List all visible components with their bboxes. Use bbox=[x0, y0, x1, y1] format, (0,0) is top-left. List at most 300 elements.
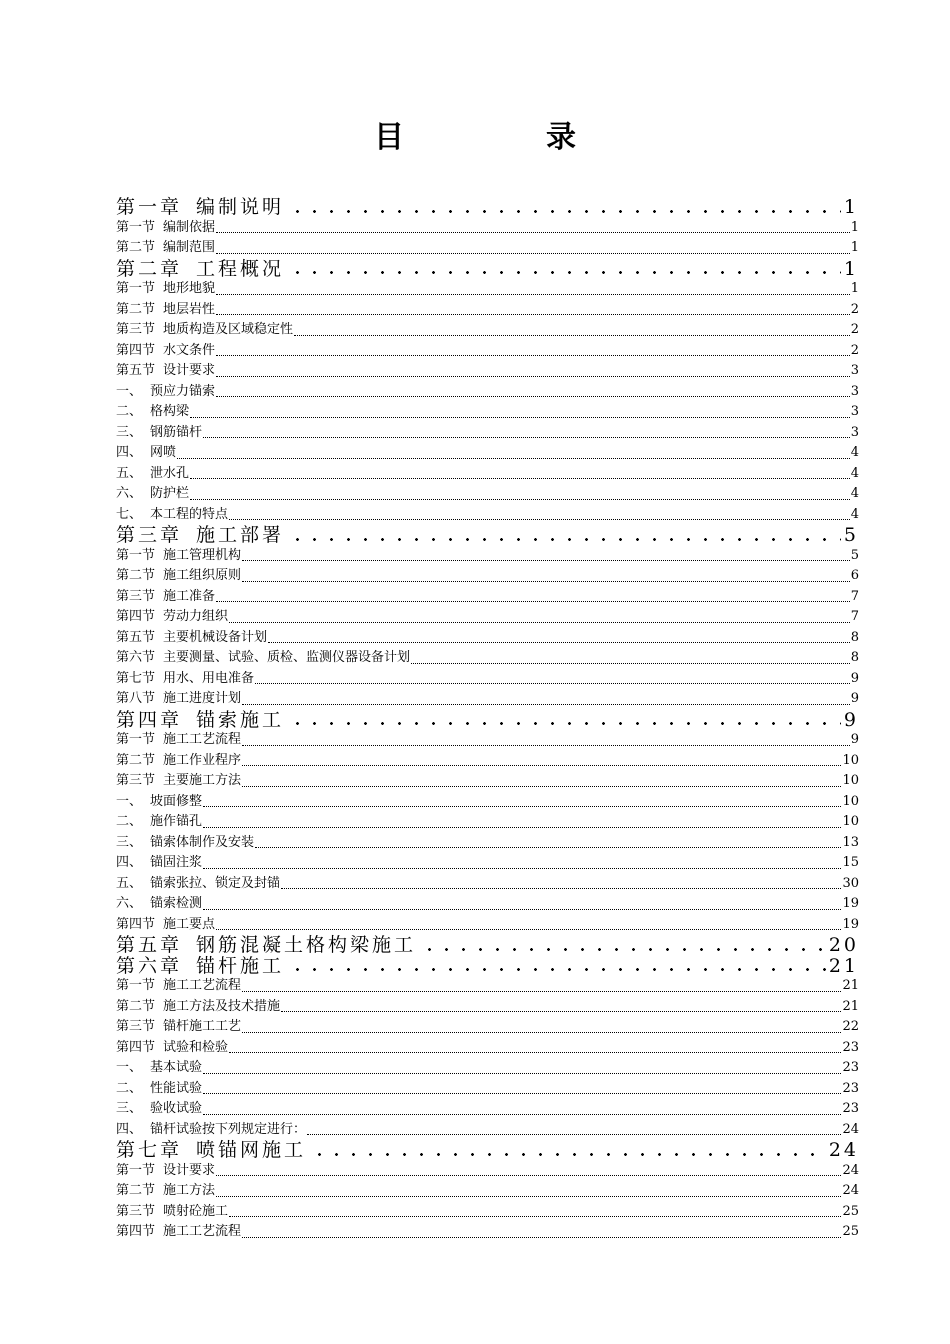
toc-entry-title: 试验和检验 bbox=[163, 1039, 229, 1055]
toc-entry-number: 第一节 bbox=[116, 732, 156, 747]
toc-dot-leader bbox=[242, 976, 841, 997]
toc-section-entry[interactable] bbox=[116, 484, 859, 505]
toc-page-number: 3 bbox=[850, 404, 859, 419]
toc-dot-leader bbox=[242, 1222, 841, 1243]
toc-page-number: 13 bbox=[842, 834, 859, 850]
toc-entry-number: 第一节 bbox=[116, 281, 156, 296]
toc-entry-label bbox=[116, 218, 215, 239]
toc-page-number: 5 bbox=[850, 547, 859, 563]
toc-entry-number: 第二节 bbox=[116, 240, 156, 255]
toc-dot-leader bbox=[242, 546, 850, 567]
toc-entry-title: 坡面修整 bbox=[150, 793, 203, 809]
toc-page-number: 2 bbox=[850, 301, 859, 317]
toc-entry-label bbox=[116, 1099, 202, 1120]
toc-section-entry[interactable] bbox=[116, 833, 859, 854]
toc-entry-title: 锚杆施工工艺 bbox=[163, 1019, 242, 1034]
toc-dot-leader bbox=[242, 751, 841, 772]
toc-entry-title: 劳动力组织 bbox=[163, 609, 229, 624]
toc-entry-label bbox=[116, 238, 215, 259]
toc-dot-leader bbox=[307, 1120, 841, 1141]
toc-page-number: 9 bbox=[850, 670, 859, 686]
toc-dot-leader bbox=[203, 894, 841, 915]
toc-entry-label bbox=[116, 730, 241, 751]
toc-entry-number: 七、 bbox=[116, 506, 143, 522]
toc-entry-label bbox=[116, 464, 189, 485]
toc-dot-leader bbox=[216, 279, 850, 300]
toc-section-entry[interactable] bbox=[116, 443, 859, 464]
toc-entry-number: 三、 bbox=[116, 424, 143, 440]
toc-chapter-entry[interactable] bbox=[116, 259, 859, 280]
toc-section-entry[interactable] bbox=[116, 279, 859, 300]
toc-section-entry[interactable] bbox=[116, 218, 859, 239]
toc-entry-label bbox=[116, 833, 254, 854]
toc-entry-title: 地质构造及区域稳定性 bbox=[163, 322, 294, 337]
toc-entry-number: 第一节 bbox=[116, 978, 156, 993]
toc-entry-title: 设计要求 bbox=[163, 363, 216, 378]
toc-dot-leader bbox=[285, 525, 843, 546]
toc-entry-title: 预应力锚索 bbox=[150, 383, 216, 399]
toc-entry-number: 第三节 bbox=[116, 322, 156, 337]
toc-entry-label bbox=[116, 197, 284, 218]
toc-dot-leader bbox=[417, 935, 828, 956]
toc-chapter-entry[interactable] bbox=[116, 935, 859, 956]
toc-page-number: 7 bbox=[850, 588, 859, 604]
toc-entry-label bbox=[116, 1017, 241, 1038]
toc-entry-label bbox=[116, 382, 215, 403]
toc-entry-label bbox=[116, 1120, 306, 1141]
toc-entry-title: 编制依据 bbox=[163, 219, 216, 235]
toc-dot-leader bbox=[411, 648, 850, 669]
toc-page-number: 1 bbox=[850, 281, 859, 296]
toc-entry-label bbox=[116, 1140, 306, 1161]
toc-page-number: 3 bbox=[850, 383, 859, 399]
toc-entry-title: 地层岩性 bbox=[163, 301, 216, 317]
toc-entry-number: 第五章 bbox=[116, 934, 183, 956]
toc-dot-leader bbox=[285, 956, 828, 977]
toc-dot-leader bbox=[216, 218, 850, 239]
toc-entry-label bbox=[116, 361, 215, 382]
toc-entry-number: 第二节 bbox=[116, 568, 156, 583]
toc-section-entry[interactable] bbox=[116, 423, 859, 444]
toc-section-entry[interactable] bbox=[116, 915, 859, 936]
toc-entry-label bbox=[116, 607, 228, 628]
toc-section-entry[interactable] bbox=[116, 382, 859, 403]
toc-entry-number: 五、 bbox=[116, 875, 143, 891]
toc-entry-title: 锚固注浆 bbox=[150, 855, 203, 870]
toc-page-number: 24 bbox=[842, 1162, 859, 1178]
toc-entry-label bbox=[116, 259, 284, 280]
toc-page-number: 4 bbox=[850, 445, 859, 460]
toc-entry-label bbox=[116, 751, 241, 772]
toc-entry-number: 第二章 bbox=[116, 257, 183, 280]
toc-page-number: 10 bbox=[842, 814, 859, 829]
toc-dot-leader bbox=[216, 382, 850, 403]
toc-section-entry[interactable] bbox=[116, 1222, 859, 1243]
toc-page-number: 4 bbox=[850, 506, 859, 522]
toc-entry-number: 第二节 bbox=[116, 301, 156, 317]
toc-section-entry[interactable] bbox=[116, 464, 859, 485]
toc-entry-title: 施工方法 bbox=[163, 1183, 216, 1198]
toc-dot-leader bbox=[216, 587, 850, 608]
toc-entry-label bbox=[116, 1202, 228, 1223]
toc-entry-label bbox=[116, 997, 280, 1018]
toc-entry-number: 二、 bbox=[116, 1080, 143, 1096]
toc-entry-label bbox=[116, 894, 202, 915]
toc-entry-title: 锚杆施工 bbox=[196, 954, 285, 977]
toc-entry-title: 主要施工方法 bbox=[163, 773, 242, 788]
toc-entry-label bbox=[116, 443, 176, 464]
toc-section-entry[interactable] bbox=[116, 1120, 859, 1141]
toc-dot-leader bbox=[242, 1017, 841, 1038]
toc-page-number: 10 bbox=[842, 773, 859, 788]
toc-dot-leader bbox=[190, 484, 850, 505]
toc-dot-leader bbox=[281, 874, 841, 895]
toc-entry-title: 编制说明 bbox=[196, 196, 285, 218]
toc-entry-title: 水文条件 bbox=[163, 342, 216, 358]
toc-entry-number: 第四节 bbox=[116, 1224, 156, 1239]
toc-entry-label bbox=[116, 874, 280, 895]
toc-section-entry[interactable] bbox=[116, 730, 859, 751]
toc-page-number: 19 bbox=[842, 916, 859, 932]
toc-section-entry[interactable] bbox=[116, 1038, 859, 1059]
toc-entry-title: 主要机械设备计划 bbox=[163, 629, 268, 645]
toc-entry-title: 防护栏 bbox=[150, 486, 190, 501]
toc-entry-title: 施工组织原则 bbox=[163, 568, 242, 583]
toc-dot-leader bbox=[190, 402, 850, 423]
toc-page-number: 4 bbox=[850, 465, 859, 481]
toc-entry-number: 第四节 bbox=[116, 1039, 156, 1055]
toc-dot-leader bbox=[242, 730, 850, 751]
toc-entry-label bbox=[116, 669, 254, 690]
toc-entry-label bbox=[116, 320, 293, 341]
toc-entry-label bbox=[116, 976, 241, 997]
toc-entry-title: 施工工艺流程 bbox=[163, 978, 242, 993]
toc-section-entry[interactable] bbox=[116, 976, 859, 997]
toc-entry-label bbox=[116, 279, 215, 300]
toc-entry-number: 第六节 bbox=[116, 650, 156, 665]
toc-section-entry[interactable] bbox=[116, 587, 859, 608]
toc-dot-leader bbox=[203, 1079, 841, 1100]
toc-entry-label bbox=[116, 1222, 241, 1243]
toc-entry-title: 施工工艺流程 bbox=[163, 732, 242, 747]
toc-dot-leader bbox=[285, 197, 843, 218]
toc-dot-leader bbox=[216, 238, 850, 259]
toc-entry-number: 第一节 bbox=[116, 547, 156, 563]
toc-page-number: 8 bbox=[850, 629, 859, 645]
toc-page-number: 24 bbox=[828, 1139, 859, 1161]
toc-section-entry[interactable] bbox=[116, 361, 859, 382]
toc-page-number: 24 bbox=[842, 1183, 859, 1198]
toc-dot-leader bbox=[203, 812, 841, 833]
toc-entry-label bbox=[116, 484, 189, 505]
toc-entry-title: 编制范围 bbox=[163, 240, 216, 255]
toc-page-number: 7 bbox=[850, 609, 859, 624]
toc-entry-number: 五、 bbox=[116, 465, 143, 481]
toc-section-entry[interactable] bbox=[116, 320, 859, 341]
toc-page-number: 9 bbox=[850, 732, 859, 747]
toc-entry-title: 施工作业程序 bbox=[163, 752, 242, 768]
toc-entry-label bbox=[116, 546, 241, 567]
toc-dot-leader bbox=[203, 792, 841, 813]
toc-section-entry[interactable] bbox=[116, 751, 859, 772]
toc-entry-title: 用水、用电准备 bbox=[163, 670, 255, 686]
toc-entry-number: 三、 bbox=[116, 1101, 143, 1116]
toc-page-number: 25 bbox=[842, 1224, 859, 1239]
toc-page-number: 23 bbox=[842, 1060, 859, 1075]
toc-entry-number: 第一节 bbox=[116, 219, 156, 235]
toc-entry-number: 第七章 bbox=[116, 1139, 183, 1161]
toc-dot-leader bbox=[307, 1140, 828, 1161]
toc-page-number: 23 bbox=[842, 1080, 859, 1096]
toc-page-number: 15 bbox=[842, 855, 859, 870]
toc-section-entry[interactable] bbox=[116, 771, 859, 792]
toc-section-entry[interactable] bbox=[116, 628, 859, 649]
toc-section-entry[interactable] bbox=[116, 1079, 859, 1100]
toc-entry-number: 第五节 bbox=[116, 629, 156, 645]
toc-page-number: 3 bbox=[850, 424, 859, 440]
toc-section-entry[interactable] bbox=[116, 874, 859, 895]
toc-section-entry[interactable] bbox=[116, 792, 859, 813]
toc-dot-leader bbox=[216, 341, 850, 362]
toc-dot-leader bbox=[203, 1058, 841, 1079]
toc-entry-number: 六、 bbox=[116, 486, 143, 501]
toc-entry-number: 第二节 bbox=[116, 1183, 156, 1198]
toc-entry-label bbox=[116, 587, 215, 608]
toc-page-number: 30 bbox=[842, 875, 859, 891]
toc-entry-title: 基本试验 bbox=[150, 1060, 203, 1075]
toc-chapter-entry[interactable] bbox=[116, 1140, 859, 1161]
toc-section-entry[interactable] bbox=[116, 607, 859, 628]
toc-dot-leader bbox=[294, 320, 850, 341]
toc-page-number: 23 bbox=[842, 1039, 859, 1055]
toc-entry-number: 第一章 bbox=[116, 196, 183, 218]
toc-entry-title: 锚索施工 bbox=[196, 708, 285, 731]
toc-entry-title: 锚索检测 bbox=[150, 896, 203, 911]
toc-dot-leader bbox=[255, 669, 850, 690]
toc-entry-number: 一、 bbox=[116, 383, 143, 399]
toc-entry-label bbox=[116, 423, 202, 444]
toc-page-number: 4 bbox=[850, 486, 859, 501]
toc-page-number: 2 bbox=[850, 342, 859, 358]
toc-dot-leader bbox=[216, 361, 850, 382]
toc-dot-leader bbox=[281, 997, 841, 1018]
toc-entry-number: 一、 bbox=[116, 793, 143, 809]
toc-entry-title: 格构梁 bbox=[150, 404, 190, 419]
toc-entry-number: 第五节 bbox=[116, 363, 156, 378]
toc-dot-leader bbox=[216, 1161, 841, 1182]
toc-entry-number: 第二节 bbox=[116, 998, 156, 1014]
toc-entry-number: 第四节 bbox=[116, 609, 156, 624]
toc-entry-label bbox=[116, 341, 215, 362]
toc-section-entry[interactable] bbox=[116, 853, 859, 874]
toc-entry-label bbox=[116, 915, 215, 936]
toc-entry-label bbox=[116, 300, 215, 321]
toc-entry-title: 锚索体制作及安装 bbox=[150, 834, 255, 850]
toc-entry-number: 第四节 bbox=[116, 916, 156, 932]
toc-entry-title: 施工准备 bbox=[163, 588, 216, 604]
toc-chapter-entry[interactable] bbox=[116, 525, 859, 546]
toc-entry-title: 工程概况 bbox=[196, 257, 285, 280]
toc-dot-leader bbox=[229, 607, 850, 628]
toc-page-number: 6 bbox=[850, 568, 859, 583]
toc-section-entry[interactable] bbox=[116, 1181, 859, 1202]
toc-section-entry[interactable] bbox=[116, 341, 859, 362]
toc-entry-label bbox=[116, 1058, 202, 1079]
toc-section-entry[interactable] bbox=[116, 300, 859, 321]
toc-section-entry[interactable] bbox=[116, 648, 859, 669]
toc-entry-number: 四、 bbox=[116, 855, 143, 870]
toc-dot-leader bbox=[190, 464, 850, 485]
toc-dot-leader bbox=[216, 915, 841, 936]
toc-entry-title: 锚杆试验按下列规定进行： bbox=[150, 1121, 307, 1137]
toc-dot-leader bbox=[216, 300, 850, 321]
toc-entry-label bbox=[116, 505, 228, 526]
toc-entry-label bbox=[116, 956, 284, 977]
toc-entry-title: 施工方法及技术措施 bbox=[163, 998, 281, 1014]
toc-page-number: 1 bbox=[843, 257, 859, 280]
toc-entry-number: 第七节 bbox=[116, 670, 156, 686]
toc-entry-title: 施工部署 bbox=[196, 524, 285, 546]
toc-page-number: 21 bbox=[828, 954, 859, 977]
toc-entry-title: 施工要点 bbox=[163, 916, 216, 932]
toc-chapter-entry[interactable] bbox=[116, 710, 859, 731]
toc-entry-title: 钢筋锚杆 bbox=[150, 424, 203, 440]
toc-entry-label bbox=[116, 1181, 215, 1202]
toc-chapter-entry[interactable] bbox=[116, 956, 859, 977]
toc-entry-label bbox=[116, 402, 189, 423]
toc-entry-title: 施工管理机构 bbox=[163, 547, 242, 563]
toc-section-entry[interactable] bbox=[116, 546, 859, 567]
toc-page-number: 19 bbox=[842, 896, 859, 911]
toc-page-number: 8 bbox=[850, 650, 859, 665]
toc-entry-title: 验收试验 bbox=[150, 1101, 203, 1116]
toc-page-number: 22 bbox=[842, 1019, 859, 1034]
toc-section-entry[interactable] bbox=[116, 1058, 859, 1079]
toc-entry-number: 第三节 bbox=[116, 1019, 156, 1034]
toc-dot-leader bbox=[255, 833, 841, 854]
toc-page-number: 25 bbox=[842, 1203, 859, 1219]
toc-entry-number: 第三节 bbox=[116, 588, 156, 604]
toc-entry-label bbox=[116, 1038, 228, 1059]
toc-entry-label bbox=[116, 525, 284, 546]
toc-chapter-entry[interactable] bbox=[116, 197, 859, 218]
toc-entry-title: 本工程的特点 bbox=[150, 506, 229, 522]
toc-entry-title: 性能试验 bbox=[150, 1080, 203, 1096]
toc-dot-leader bbox=[203, 1099, 841, 1120]
toc-entry-title: 施工进度计划 bbox=[163, 691, 242, 706]
toc-section-entry[interactable] bbox=[116, 997, 859, 1018]
toc-entry-label bbox=[116, 771, 241, 792]
toc-section-entry[interactable] bbox=[116, 1161, 859, 1182]
table-of-contents bbox=[116, 197, 859, 1243]
toc-entry-title: 钢筋混凝土格构梁施工 bbox=[196, 934, 417, 956]
toc-entry-number: 第四章 bbox=[116, 708, 183, 731]
toc-section-entry[interactable] bbox=[116, 894, 859, 915]
toc-entry-label bbox=[116, 689, 241, 710]
toc-dot-leader bbox=[242, 689, 850, 710]
toc-dot-leader bbox=[203, 423, 850, 444]
toc-entry-number: 四、 bbox=[116, 1121, 143, 1137]
toc-page-number: 21 bbox=[842, 978, 859, 993]
toc-section-entry[interactable] bbox=[116, 238, 859, 259]
toc-page-number: 23 bbox=[842, 1101, 859, 1116]
toc-page-number: 10 bbox=[842, 793, 859, 809]
toc-page-number: 20 bbox=[828, 934, 859, 956]
toc-entry-number: 第一节 bbox=[116, 1162, 156, 1178]
toc-entry-title: 施工工艺流程 bbox=[163, 1224, 242, 1239]
toc-entry-number: 二、 bbox=[116, 814, 143, 829]
toc-entry-title: 主要测量、试验、质检、监测仪器设备计划 bbox=[163, 650, 411, 665]
toc-page-number: 24 bbox=[842, 1121, 859, 1137]
toc-dot-leader bbox=[268, 628, 850, 649]
toc-entry-label bbox=[116, 1079, 202, 1100]
toc-entry-label bbox=[116, 648, 410, 669]
toc-entry-number: 三、 bbox=[116, 834, 143, 850]
toc-section-entry[interactable] bbox=[116, 1202, 859, 1223]
toc-dot-leader bbox=[242, 771, 841, 792]
toc-entry-label bbox=[116, 1161, 215, 1182]
toc-page-number: 10 bbox=[842, 752, 859, 768]
page-title: 目 录 bbox=[374, 120, 632, 155]
toc-dot-leader bbox=[229, 1038, 841, 1059]
toc-page-number: 1 bbox=[843, 196, 859, 218]
toc-dot-leader bbox=[229, 1202, 841, 1223]
toc-page-number: 9 bbox=[850, 691, 859, 706]
toc-entry-label bbox=[116, 812, 202, 833]
toc-section-entry[interactable] bbox=[116, 812, 859, 833]
toc-section-entry[interactable] bbox=[116, 1099, 859, 1120]
toc-page-number: 2 bbox=[850, 322, 859, 337]
toc-entry-number: 第三节 bbox=[116, 773, 156, 788]
toc-page-number: 5 bbox=[843, 524, 859, 546]
toc-section-entry[interactable] bbox=[116, 1017, 859, 1038]
toc-section-entry[interactable] bbox=[116, 689, 859, 710]
toc-entry-number: 六、 bbox=[116, 896, 143, 911]
toc-entry-label bbox=[116, 935, 416, 956]
toc-section-entry[interactable] bbox=[116, 402, 859, 423]
toc-dot-leader bbox=[203, 853, 841, 874]
toc-entry-number: 第三章 bbox=[116, 524, 183, 546]
toc-entry-number: 四、 bbox=[116, 445, 143, 460]
toc-entry-title: 地形地貌 bbox=[163, 281, 216, 296]
toc-entry-number: 第四节 bbox=[116, 342, 156, 358]
toc-entry-title: 锚索张拉、锁定及封锚 bbox=[150, 875, 281, 891]
toc-entry-label bbox=[116, 710, 284, 731]
toc-dot-leader bbox=[285, 710, 843, 731]
toc-entry-label bbox=[116, 853, 202, 874]
toc-section-entry[interactable] bbox=[116, 566, 859, 587]
toc-entry-title: 设计要求 bbox=[163, 1162, 216, 1178]
toc-dot-leader bbox=[216, 1181, 841, 1202]
toc-entry-label bbox=[116, 566, 241, 587]
toc-entry-title: 喷射砼施工 bbox=[163, 1203, 229, 1219]
toc-dot-leader bbox=[285, 259, 843, 280]
toc-entry-number: 一、 bbox=[116, 1060, 143, 1075]
toc-entry-number: 二、 bbox=[116, 404, 143, 419]
toc-page-number: 9 bbox=[843, 708, 859, 731]
toc-dot-leader bbox=[177, 443, 850, 464]
toc-entry-number: 第二节 bbox=[116, 752, 156, 768]
toc-page-number: 1 bbox=[850, 240, 859, 255]
toc-section-entry[interactable] bbox=[116, 505, 859, 526]
toc-section-entry[interactable] bbox=[116, 669, 859, 690]
toc-entry-title: 施作锚孔 bbox=[150, 814, 203, 829]
toc-entry-label bbox=[116, 628, 267, 649]
toc-entry-title: 泄水孔 bbox=[150, 465, 190, 481]
toc-page-number: 1 bbox=[850, 219, 859, 235]
toc-entry-label bbox=[116, 792, 202, 813]
toc-entry-title: 喷锚网施工 bbox=[196, 1139, 307, 1161]
